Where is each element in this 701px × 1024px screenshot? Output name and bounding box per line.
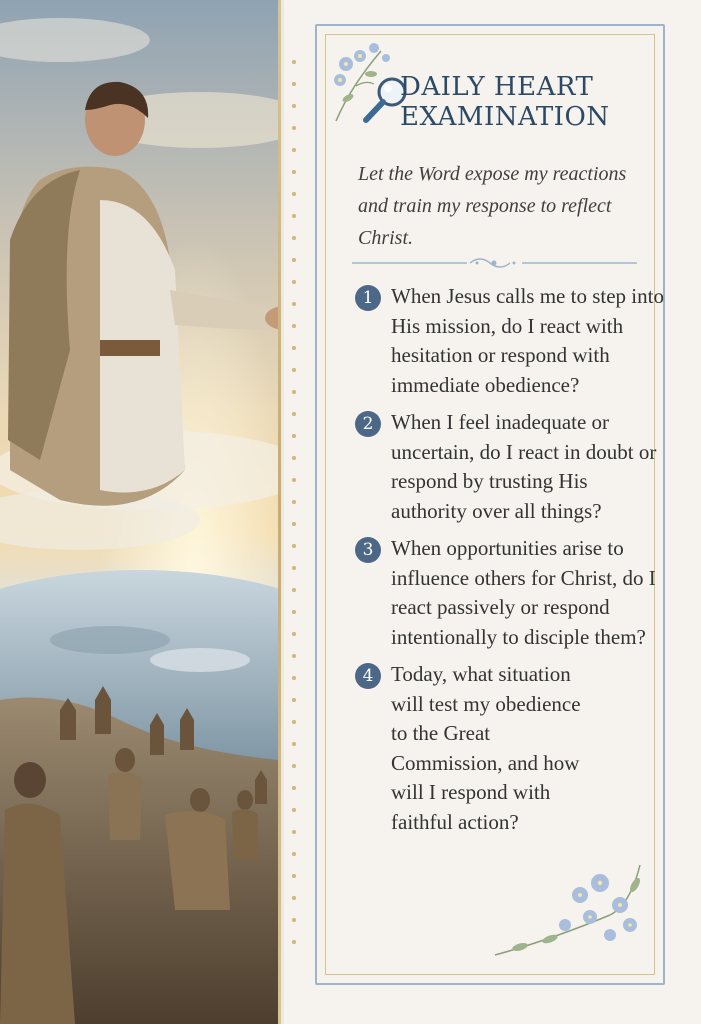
title-block bbox=[400, 72, 650, 132]
list-item bbox=[355, 660, 665, 837]
number-badge: 2 bbox=[355, 411, 381, 437]
question-text: When Jesus calls me to step into His mission, do I react with hesitation or respond with immediate obedience? bbox=[391, 284, 664, 397]
jesus-and-disciples-illustration bbox=[0, 0, 278, 1024]
number-badge: 3 bbox=[355, 537, 381, 563]
title-line-1: DAILY HEART bbox=[400, 72, 594, 102]
number-badge: 4 bbox=[355, 663, 381, 689]
gold-divider-line bbox=[278, 0, 281, 1024]
dotted-border bbox=[292, 60, 300, 960]
illustration-panel bbox=[0, 0, 278, 1024]
question-text: Today, what situation will test my obedience to the Great Commission, and how will I respond with faithful action? bbox=[391, 662, 581, 834]
page-title bbox=[400, 72, 650, 132]
list-item bbox=[355, 408, 665, 526]
question-list bbox=[355, 282, 665, 845]
question-text: When I feel inadequate or uncertain, do I react in doubt or respond by trusting His authority over all things? bbox=[391, 410, 657, 523]
question-text: When opportunities arise to influence others for Christ, do I react passively or respond intentionally to disciple them? bbox=[391, 536, 656, 649]
title-line-2: EXAMINATION bbox=[400, 102, 610, 132]
list-item bbox=[355, 282, 665, 400]
intro-text: Let the Word expose my reactions and train my response to reflect Christ. bbox=[358, 163, 627, 249]
list-item bbox=[355, 534, 665, 652]
ornamental-divider bbox=[352, 255, 637, 271]
number-badge: 1 bbox=[355, 285, 381, 311]
flowers-icon bbox=[490, 855, 655, 970]
